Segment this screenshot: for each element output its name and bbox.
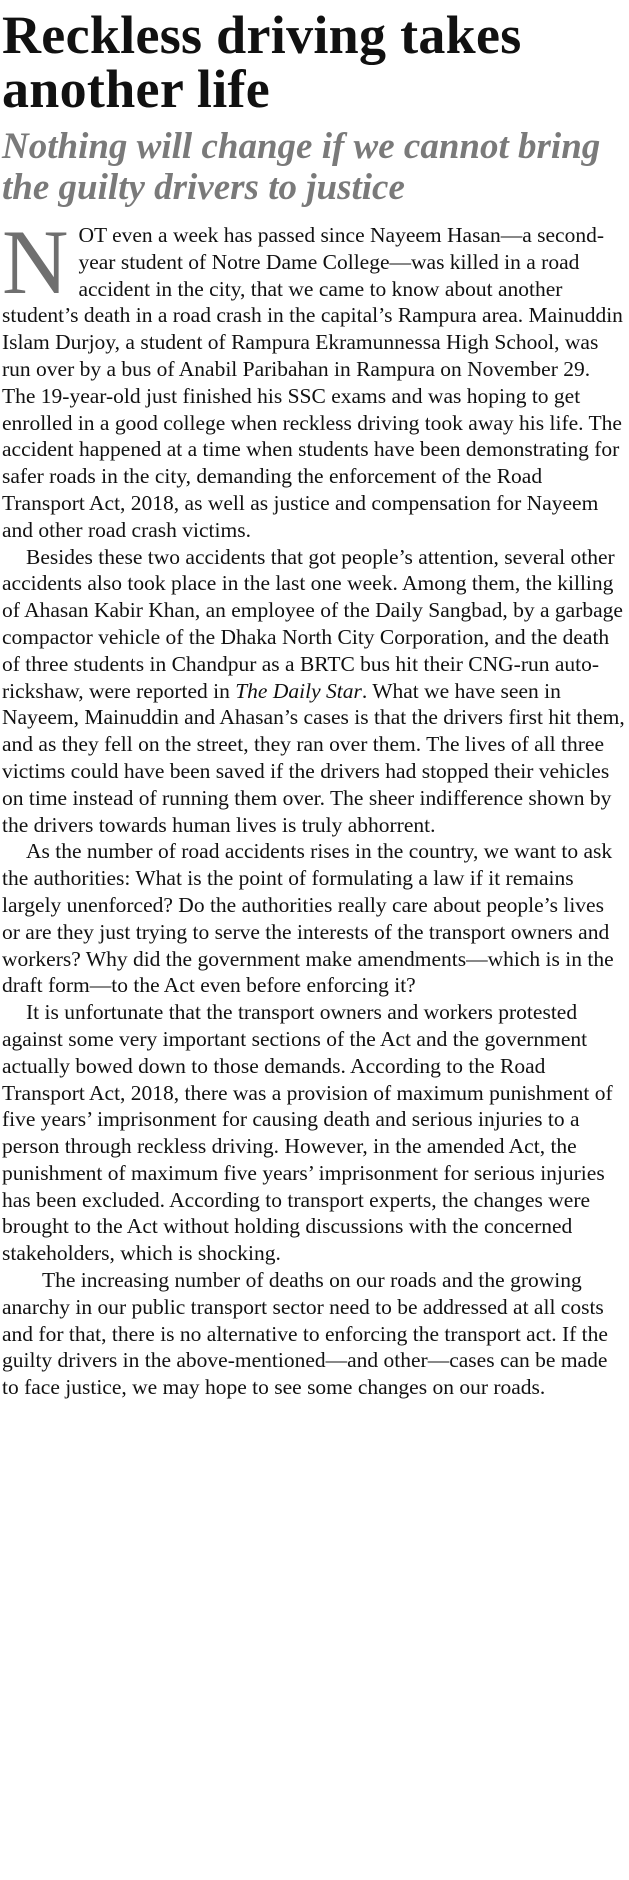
article-body bbox=[2, 211, 627, 1401]
paragraph-1-text: OT even a week has passed since Nayeem Hasan—a second-year student of Notre Dame College—was killed in a road accident in the city, that we came to know about another student’s death in a road crash in the capital’s Rampura area. Mainuddin Islam Durjoy, a student of Rampura Ekramunnessa High School, was run over by a bus of Anabil Paribahan in Rampura on November 29. The 19-year-old just finished his SSC exams and was hoping to get enrolled in a good college when reckless driving took away his life. The accident happened at a time when students have been demonstrating for safer roads in the city, demanding the enforcement of the Road Transport Act, 2018, as well as justice and compensation for Nayeem and other road crash victims. bbox=[2, 223, 623, 542]
newspaper-name: The Daily Star bbox=[235, 678, 362, 703]
paragraph-2-text-b: . What we have seen in Nayeem, Mainuddin and Ahasan’s cases is that the drivers first hit them, and as they fell on the street, they ran over them. The lives of all three victims could have been saved if the drivers had stopped their vehicles on time instead of running them over. The sheer indifference shown by the drivers towards human lives is truly abhorrent. bbox=[2, 678, 625, 837]
paragraph-5: The increasing number of deaths on our roads and the growing anarchy in our public transport sector need to be addressed at all costs and for that, there is no alternative to enforcing the transport act. If the guilty drivers in the above-mentioned—and other—cases can be made to face justice, we may hope to see some changes on our roads. bbox=[2, 1268, 608, 1400]
paragraph-1 bbox=[2, 211, 627, 544]
paragraph-4: It is unfortunate that the transport owners and workers protested against some very important sections of the Act and the government actually bowed down to those demands. According to the Road Transport Act, 2018, there was a provision of maximum punishment of five years’ imprisonment for causing death and serious injuries to a person through reckless driving. However, in the amended Act, the punishment of maximum five years’ imprisonment for serious injuries has been excluded. According to transport experts, the changes were brought to the Act without holding discussions with the concerned stakeholders, which is shocking. bbox=[2, 1000, 613, 1266]
paragraph-2-text-a: Besides these two accidents that got people’s attention, several other accidents also took place in the last one week. Among them, the killing of Ahasan Kabir Khan, an employee of the Daily Sangbad, by a garbage compactor vehicle of the Dhaka North City Corporation, and the death of three students in Chandpur as a BRTC bus hit their CNG-run auto-rickshaw, were reported in bbox=[2, 544, 623, 703]
subheadline: Nothing will change if we cannot bring the guilty drivers to justice bbox=[2, 126, 601, 208]
headline: Reckless driving takes another life bbox=[2, 5, 522, 119]
paragraph-3: As the number of road accidents rises in the country, we want to ask the authorities: What is the point of formulating a law if it remains largely unenforced? Do the authorities really care about people’s lives or are they just trying to serve the interests of the transport owners and workers? Why did the government make amendments—which is in the draft form—to the Act even before enforcing it? bbox=[2, 839, 614, 998]
paragraph-2 bbox=[2, 544, 627, 839]
drop-cap: N bbox=[2, 211, 69, 313]
